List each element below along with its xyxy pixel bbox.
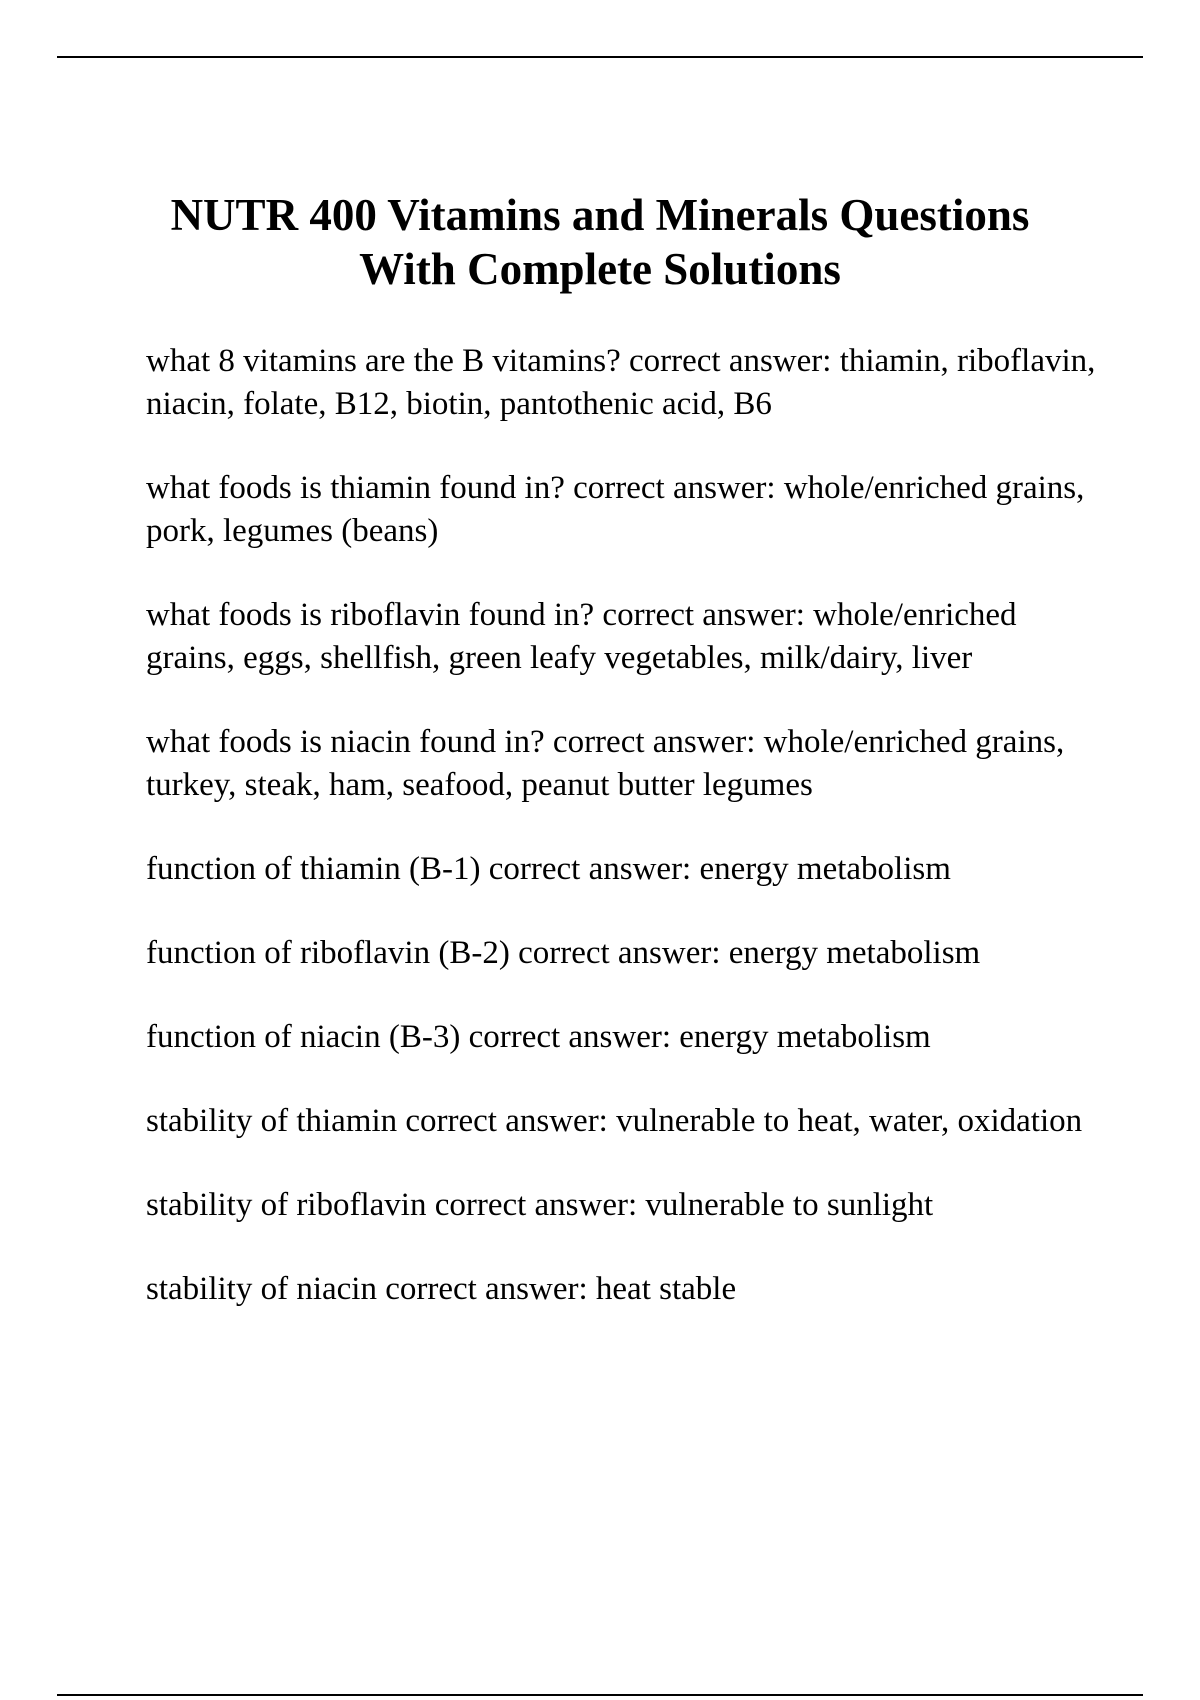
qa-item: what foods is riboflavin found in? correct answer: whole/enriched grains, eggs, shellfish, green leafy vegetables, milk/dairy, liver (146, 597, 1017, 676)
bottom-rule (57, 1694, 1143, 1696)
qa-item: stability of thiamin correct answer: vulnerable to heat, water, oxidation (146, 1103, 1083, 1139)
top-rule (57, 56, 1143, 58)
qa-item: what 8 vitamins are the B vitamins? correct answer: thiamin, riboflavin, niacin, folate, B12, biotin, pantothenic acid, B6 (146, 343, 1096, 422)
qa-item: function of niacin (B-3) correct answer: energy metabolism (146, 1019, 931, 1055)
title-line-1: NUTR 400 Vitamins and Minerals Questions (170, 190, 1030, 240)
qa-item: function of thiamin (B-1) correct answer: energy metabolism (146, 851, 951, 887)
qa-list (146, 340, 1106, 1352)
qa-item: what foods is thiamin found in? correct answer: whole/enriched grains, pork, legumes (beans) (146, 470, 1085, 549)
title-line-2: With Complete Solutions (359, 244, 841, 294)
qa-item: stability of riboflavin correct answer: vulnerable to sunlight (146, 1187, 934, 1223)
qa-item: function of riboflavin (B-2) correct answer: energy metabolism (146, 935, 981, 971)
qa-item: stability of niacin correct answer: heat stable (146, 1271, 737, 1307)
document-title (100, 188, 1100, 296)
qa-item: what foods is niacin found in? correct answer: whole/enriched grains, turkey, steak, ham, seafood, peanut butter legumes (146, 724, 1065, 803)
